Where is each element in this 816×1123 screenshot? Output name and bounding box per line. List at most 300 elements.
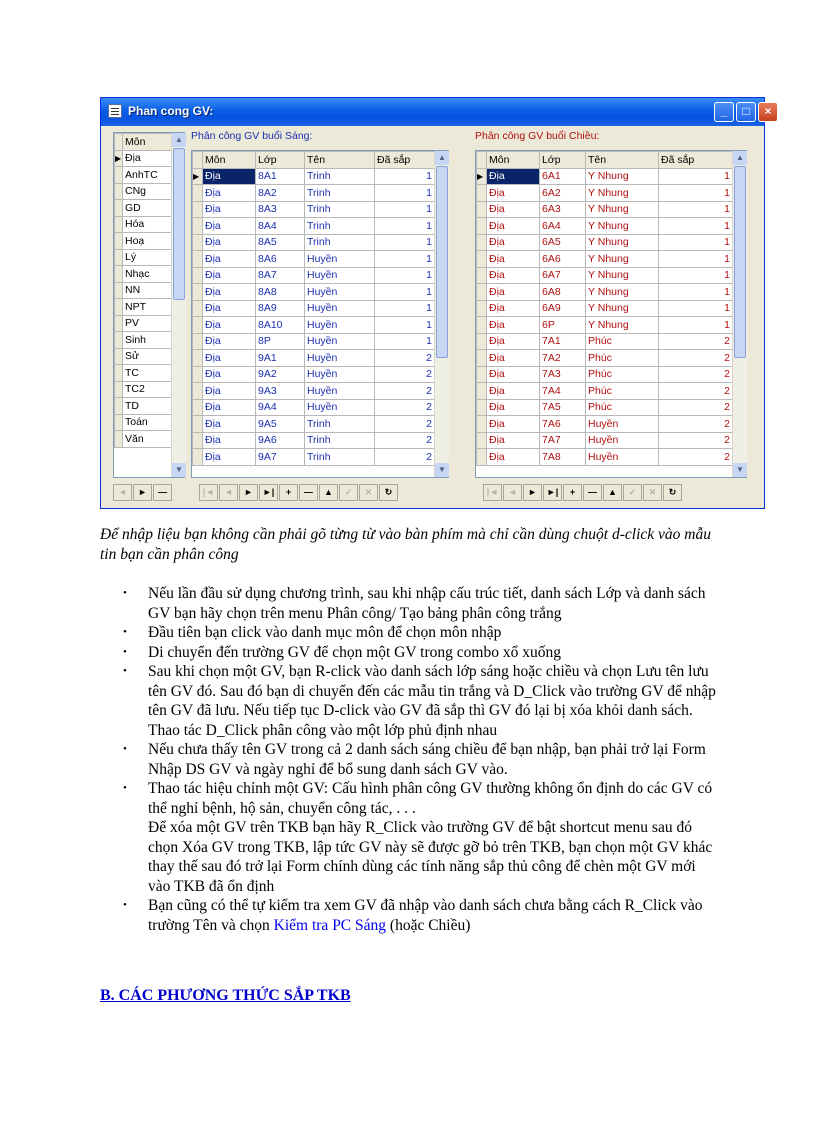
table-cell[interactable]: Địa — [487, 234, 540, 251]
table-cell[interactable]: Địa — [203, 350, 256, 367]
row-selector[interactable] — [477, 416, 487, 433]
nav-button[interactable]: ► — [523, 484, 542, 501]
table-cell[interactable]: Địa — [203, 300, 256, 317]
table-cell[interactable]: Huyền — [305, 399, 375, 416]
table-cell[interactable]: 2 — [659, 399, 733, 416]
row-selector[interactable] — [477, 449, 487, 466]
table-cell[interactable]: Địa — [487, 449, 540, 466]
table-cell[interactable]: 1 — [659, 267, 733, 284]
subject-row[interactable] — [115, 249, 172, 266]
row-selector[interactable] — [477, 350, 487, 367]
row-selector[interactable] — [193, 350, 203, 367]
table-cell[interactable]: Địa — [487, 350, 540, 367]
subject-cell[interactable]: Sử — [123, 348, 172, 365]
row-selector[interactable] — [193, 432, 203, 449]
table-cell[interactable]: Địa — [487, 383, 540, 400]
table-cell[interactable]: Huyền — [305, 366, 375, 383]
subject-cell[interactable]: AnhTC — [123, 167, 172, 184]
table-cell[interactable]: 8A8 — [256, 284, 305, 301]
minimize-button[interactable]: _ — [714, 102, 734, 122]
table-cell[interactable]: 6A6 — [540, 251, 586, 268]
table-row[interactable] — [193, 350, 435, 367]
row-selector[interactable] — [115, 381, 123, 398]
subject-row[interactable] — [115, 183, 172, 200]
table-cell[interactable]: 9A1 — [256, 350, 305, 367]
row-selector[interactable] — [115, 233, 123, 250]
table-cell[interactable]: Địa — [487, 267, 540, 284]
row-selector[interactable] — [193, 449, 203, 466]
table-cell[interactable]: 7A7 — [540, 432, 586, 449]
table-cell[interactable]: 7A2 — [540, 350, 586, 367]
table-cell[interactable]: 7A6 — [540, 416, 586, 433]
table-row[interactable] — [477, 251, 733, 268]
table-cell[interactable]: 6A9 — [540, 300, 586, 317]
table-cell[interactable]: Y Nhung — [586, 168, 659, 185]
table-cell[interactable]: Địa — [487, 399, 540, 416]
table-cell[interactable]: 2 — [659, 383, 733, 400]
table-cell[interactable]: 2 — [375, 449, 435, 466]
table-row[interactable] — [477, 185, 733, 202]
morning-grid[interactable] — [191, 150, 449, 478]
subject-row[interactable] — [115, 398, 172, 415]
row-selector[interactable] — [477, 399, 487, 416]
table-cell[interactable]: Trinh — [305, 416, 375, 433]
table-cell[interactable]: Phúc — [586, 333, 659, 350]
nav-button[interactable]: — — [583, 484, 602, 501]
table-cell[interactable]: Địa — [203, 333, 256, 350]
table-cell[interactable]: 1 — [375, 251, 435, 268]
table-cell[interactable]: Huyền — [305, 317, 375, 334]
table-cell[interactable]: 8A5 — [256, 234, 305, 251]
table-cell[interactable]: 1 — [375, 168, 435, 185]
table-cell[interactable]: Địa — [203, 432, 256, 449]
maximize-button[interactable]: □ — [736, 102, 756, 122]
table-cell[interactable]: Địa — [487, 185, 540, 202]
row-selector[interactable] — [115, 348, 123, 365]
table-cell[interactable]: Địa — [487, 201, 540, 218]
row-selector[interactable] — [477, 201, 487, 218]
table-cell[interactable]: 7A8 — [540, 449, 586, 466]
scroll-up-icon[interactable]: ▲ — [172, 133, 186, 147]
row-selector[interactable] — [477, 218, 487, 235]
table-cell[interactable]: 7A4 — [540, 383, 586, 400]
table-cell[interactable]: Địa — [487, 284, 540, 301]
table-row[interactable] — [193, 317, 435, 334]
row-selector[interactable] — [115, 200, 123, 217]
table-cell[interactable]: Địa — [203, 366, 256, 383]
table-cell[interactable]: Địa — [203, 234, 256, 251]
table-cell[interactable]: 6A4 — [540, 218, 586, 235]
scroll-thumb[interactable] — [734, 166, 746, 358]
table-cell[interactable]: Địa — [487, 432, 540, 449]
table-row[interactable] — [477, 234, 733, 251]
table-cell[interactable]: Địa — [487, 218, 540, 235]
table-cell[interactable]: 6A7 — [540, 267, 586, 284]
table-cell[interactable]: 1 — [375, 284, 435, 301]
subject-row[interactable] — [115, 365, 172, 382]
row-selector[interactable] — [193, 416, 203, 433]
nav-button[interactable]: + — [563, 484, 582, 501]
table-row[interactable] — [477, 366, 733, 383]
table-cell[interactable]: Phúc — [586, 350, 659, 367]
table-cell[interactable]: 6A2 — [540, 185, 586, 202]
table-cell[interactable]: Địa — [203, 284, 256, 301]
table-cell[interactable]: 2 — [659, 416, 733, 433]
row-selector[interactable] — [477, 234, 487, 251]
row-selector[interactable] — [477, 267, 487, 284]
table-cell[interactable]: 2 — [375, 366, 435, 383]
subject-cell[interactable]: Sinh — [123, 332, 172, 349]
table-cell[interactable]: 8A7 — [256, 267, 305, 284]
table-row[interactable] — [477, 399, 733, 416]
row-selector[interactable] — [115, 365, 123, 382]
table-cell[interactable]: 2 — [659, 449, 733, 466]
table-cell[interactable]: 7A5 — [540, 399, 586, 416]
table-cell[interactable]: 1 — [659, 317, 733, 334]
row-selector[interactable] — [193, 267, 203, 284]
row-selector[interactable] — [193, 333, 203, 350]
subject-row[interactable] — [115, 332, 172, 349]
table-row[interactable] — [193, 267, 435, 284]
table-cell[interactable]: Trinh — [305, 234, 375, 251]
table-cell[interactable]: Trinh — [305, 218, 375, 235]
subject-cell[interactable]: Địa — [123, 150, 172, 167]
row-selector[interactable] — [115, 183, 123, 200]
row-selector[interactable] — [477, 383, 487, 400]
table-cell[interactable]: Địa — [203, 201, 256, 218]
subject-row[interactable] — [115, 150, 172, 167]
table-cell[interactable]: 2 — [375, 350, 435, 367]
table-cell[interactable]: 6P — [540, 317, 586, 334]
table-cell[interactable]: 2 — [375, 383, 435, 400]
table-cell[interactable]: Huyền — [305, 300, 375, 317]
table-cell[interactable]: 1 — [375, 267, 435, 284]
close-button[interactable]: × — [758, 102, 778, 122]
table-cell[interactable]: 9A3 — [256, 383, 305, 400]
column-header[interactable]: Lớp — [256, 152, 305, 169]
row-selector[interactable] — [477, 284, 487, 301]
subject-row[interactable] — [115, 431, 172, 448]
table-cell[interactable]: 1 — [659, 185, 733, 202]
table-row[interactable] — [477, 317, 733, 334]
subject-row[interactable] — [115, 167, 172, 184]
table-row[interactable] — [193, 284, 435, 301]
table-cell[interactable]: Địa — [203, 399, 256, 416]
table-cell[interactable]: 2 — [659, 350, 733, 367]
table-cell[interactable]: 1 — [375, 201, 435, 218]
table-row[interactable] — [477, 284, 733, 301]
column-header[interactable]: Đã sắp — [375, 152, 435, 169]
table-row[interactable] — [477, 333, 733, 350]
table-cell[interactable]: Trinh — [305, 168, 375, 185]
table-cell[interactable]: Huyền — [305, 350, 375, 367]
table-row[interactable] — [193, 449, 435, 466]
table-row[interactable] — [193, 333, 435, 350]
table-cell[interactable]: Y Nhung — [586, 300, 659, 317]
check-pc-link[interactable]: Kiểm tra PC Sáng — [273, 916, 387, 934]
subject-row[interactable] — [115, 200, 172, 217]
table-cell[interactable]: Huyền — [305, 267, 375, 284]
table-cell[interactable]: 1 — [375, 234, 435, 251]
table-row[interactable] — [193, 432, 435, 449]
table-cell[interactable]: 9A2 — [256, 366, 305, 383]
subject-cell[interactable]: Nhạc — [123, 266, 172, 283]
subject-cell[interactable]: TC2 — [123, 381, 172, 398]
title-bar[interactable] — [101, 98, 772, 126]
table-row[interactable] — [193, 399, 435, 416]
nav-button[interactable]: ↻ — [663, 484, 682, 501]
subject-cell[interactable]: NN — [123, 282, 172, 299]
scroll-up-icon[interactable]: ▲ — [733, 151, 747, 165]
table-cell[interactable]: Huyền — [586, 449, 659, 466]
table-cell[interactable]: Huyền — [305, 251, 375, 268]
table-row[interactable] — [477, 449, 733, 466]
nav-button[interactable]: ► — [133, 484, 152, 501]
table-row[interactable] — [477, 201, 733, 218]
scroll-thumb[interactable] — [173, 148, 185, 300]
table-cell[interactable]: 1 — [375, 317, 435, 334]
table-cell[interactable]: 2 — [375, 432, 435, 449]
table-cell[interactable]: 6A1 — [540, 168, 586, 185]
column-header[interactable]: Môn — [487, 152, 540, 169]
table-cell[interactable]: 1 — [659, 201, 733, 218]
table-cell[interactable]: 9A6 — [256, 432, 305, 449]
nav-button[interactable]: |◄ — [199, 484, 218, 501]
nav-button[interactable]: — — [299, 484, 318, 501]
table-cell[interactable]: Địa — [203, 449, 256, 466]
nav-button[interactable]: — — [153, 484, 172, 501]
table-cell[interactable]: 1 — [659, 234, 733, 251]
table-cell[interactable]: 1 — [659, 300, 733, 317]
nav-button[interactable]: ▲ — [319, 484, 338, 501]
table-cell[interactable]: 9A7 — [256, 449, 305, 466]
row-selector[interactable] — [115, 216, 123, 233]
subject-cell[interactable]: Hóa — [123, 216, 172, 233]
table-cell[interactable]: 1 — [375, 333, 435, 350]
table-row[interactable] — [477, 168, 733, 185]
table-cell[interactable]: Y Nhung — [586, 234, 659, 251]
table-cell[interactable]: 8P — [256, 333, 305, 350]
subject-row[interactable] — [115, 282, 172, 299]
row-selector[interactable] — [115, 249, 123, 266]
nav-button[interactable]: ✕ — [643, 484, 662, 501]
column-header[interactable]: Môn — [203, 152, 256, 169]
table-cell[interactable]: 6A3 — [540, 201, 586, 218]
table-cell[interactable]: Trinh — [305, 449, 375, 466]
table-cell[interactable]: 8A9 — [256, 300, 305, 317]
subject-row[interactable] — [115, 216, 172, 233]
table-cell[interactable]: 8A1 — [256, 168, 305, 185]
table-row[interactable] — [193, 383, 435, 400]
row-selector[interactable] — [193, 284, 203, 301]
table-cell[interactable]: Địa — [203, 168, 256, 185]
row-selector[interactable] — [115, 315, 123, 332]
morning-scrollbar[interactable] — [434, 151, 449, 477]
table-cell[interactable]: Phúc — [586, 366, 659, 383]
row-selector[interactable] — [193, 399, 203, 416]
row-selector[interactable] — [115, 431, 123, 448]
table-row[interactable] — [193, 218, 435, 235]
row-selector[interactable] — [477, 251, 487, 268]
scroll-down-icon[interactable]: ▼ — [435, 463, 449, 477]
subject-row[interactable] — [115, 266, 172, 283]
table-cell[interactable]: Địa — [203, 267, 256, 284]
subject-row[interactable] — [115, 381, 172, 398]
nav-button[interactable]: ◄ — [113, 484, 132, 501]
table-cell[interactable]: 7A1 — [540, 333, 586, 350]
table-cell[interactable]: Trinh — [305, 185, 375, 202]
row-selector[interactable] — [193, 300, 203, 317]
current-record-icon[interactable]: ▶ — [193, 168, 203, 185]
table-cell[interactable]: Địa — [203, 383, 256, 400]
table-cell[interactable]: 8A3 — [256, 201, 305, 218]
table-cell[interactable]: Địa — [487, 251, 540, 268]
row-selector[interactable] — [193, 234, 203, 251]
nav-button[interactable]: ► — [239, 484, 258, 501]
row-selector[interactable] — [193, 366, 203, 383]
nav-button[interactable]: ◄ — [219, 484, 238, 501]
subject-cell[interactable]: TC — [123, 365, 172, 382]
row-selector[interactable] — [477, 333, 487, 350]
subject-row[interactable] — [115, 315, 172, 332]
table-cell[interactable]: Y Nhung — [586, 267, 659, 284]
row-selector[interactable] — [115, 299, 123, 316]
table-cell[interactable]: Địa — [203, 317, 256, 334]
subject-cell[interactable]: Văn — [123, 431, 172, 448]
scroll-thumb[interactable] — [436, 166, 448, 358]
row-selector[interactable] — [477, 432, 487, 449]
table-cell[interactable]: 8A6 — [256, 251, 305, 268]
row-selector[interactable] — [477, 366, 487, 383]
table-cell[interactable]: Địa — [487, 416, 540, 433]
table-cell[interactable]: Địa — [487, 300, 540, 317]
row-selector[interactable] — [115, 332, 123, 349]
row-selector[interactable] — [115, 414, 123, 431]
table-cell[interactable]: Y Nhung — [586, 185, 659, 202]
subject-cell[interactable]: NPT — [123, 299, 172, 316]
table-cell[interactable]: 9A5 — [256, 416, 305, 433]
table-cell[interactable]: Huyền — [305, 333, 375, 350]
table-cell[interactable]: Địa — [203, 218, 256, 235]
subject-cell[interactable]: TD — [123, 398, 172, 415]
subject-cell[interactable]: CNg — [123, 183, 172, 200]
table-cell[interactable]: Địa — [203, 185, 256, 202]
column-header[interactable]: Lớp — [540, 152, 586, 169]
subject-cell[interactable]: PV — [123, 315, 172, 332]
table-cell[interactable]: 8A10 — [256, 317, 305, 334]
table-cell[interactable]: Địa — [203, 251, 256, 268]
table-cell[interactable]: Y Nhung — [586, 284, 659, 301]
row-selector[interactable] — [115, 398, 123, 415]
scroll-down-icon[interactable]: ▼ — [733, 463, 747, 477]
table-cell[interactable]: Huyền — [305, 383, 375, 400]
table-cell[interactable]: 1 — [659, 218, 733, 235]
scroll-up-icon[interactable]: ▲ — [435, 151, 449, 165]
nav-button[interactable]: ✓ — [339, 484, 358, 501]
table-row[interactable] — [193, 300, 435, 317]
table-cell[interactable]: 6A5 — [540, 234, 586, 251]
subject-cell[interactable]: GD — [123, 200, 172, 217]
table-cell[interactable]: 7A3 — [540, 366, 586, 383]
nav-button[interactable]: |◄ — [483, 484, 502, 501]
table-cell[interactable]: Địa — [487, 366, 540, 383]
row-selector[interactable] — [477, 185, 487, 202]
table-row[interactable] — [477, 300, 733, 317]
nav-button[interactable]: ►| — [259, 484, 278, 501]
table-cell[interactable]: 1 — [659, 284, 733, 301]
table-row[interactable] — [477, 267, 733, 284]
row-selector[interactable] — [115, 167, 123, 184]
table-cell[interactable]: Địa — [487, 317, 540, 334]
table-row[interactable] — [477, 416, 733, 433]
table-cell[interactable]: 2 — [375, 416, 435, 433]
table-cell[interactable]: Địa — [203, 416, 256, 433]
table-row[interactable] — [193, 416, 435, 433]
table-cell[interactable]: 1 — [659, 251, 733, 268]
table-cell[interactable]: Phúc — [586, 383, 659, 400]
table-cell[interactable]: 2 — [659, 333, 733, 350]
row-selector[interactable] — [193, 218, 203, 235]
current-record-icon[interactable]: ▶ — [477, 168, 487, 185]
table-row[interactable] — [477, 383, 733, 400]
subject-scrollbar[interactable] — [171, 133, 186, 477]
column-header[interactable]: Tên — [305, 152, 375, 169]
subject-row[interactable] — [115, 299, 172, 316]
table-cell[interactable]: 1 — [659, 168, 733, 185]
row-selector[interactable] — [115, 282, 123, 299]
nav-button[interactable]: ►| — [543, 484, 562, 501]
table-row[interactable] — [193, 251, 435, 268]
table-cell[interactable]: Trinh — [305, 432, 375, 449]
subject-row[interactable] — [115, 414, 172, 431]
subject-cell[interactable]: Toán — [123, 414, 172, 431]
table-cell[interactable]: Phúc — [586, 399, 659, 416]
column-header[interactable]: Đã sắp — [659, 152, 733, 169]
nav-button[interactable]: ↻ — [379, 484, 398, 501]
table-row[interactable] — [477, 218, 733, 235]
row-selector[interactable] — [193, 383, 203, 400]
scroll-down-icon[interactable]: ▼ — [172, 463, 186, 477]
table-cell[interactable]: Y Nhung — [586, 201, 659, 218]
subject-cell[interactable]: Hoạ — [123, 233, 172, 250]
subject-list[interactable] — [113, 132, 185, 478]
current-record-icon[interactable]: ▶ — [115, 150, 123, 167]
table-cell[interactable]: Địa — [487, 168, 540, 185]
section-heading[interactable]: B. CÁC PHƯƠNG THỨC SẮP TKB — [100, 987, 351, 1004]
table-row[interactable] — [193, 201, 435, 218]
subject-cell[interactable]: Lý — [123, 249, 172, 266]
row-selector[interactable] — [115, 266, 123, 283]
table-cell[interactable]: 1 — [375, 218, 435, 235]
table-row[interactable] — [477, 432, 733, 449]
subject-row[interactable] — [115, 233, 172, 250]
table-cell[interactable]: Địa — [487, 333, 540, 350]
table-cell[interactable]: 8A2 — [256, 185, 305, 202]
subject-row[interactable] — [115, 348, 172, 365]
row-selector[interactable] — [477, 317, 487, 334]
nav-button[interactable]: ✕ — [359, 484, 378, 501]
nav-button[interactable]: ▲ — [603, 484, 622, 501]
table-cell[interactable]: 6A8 — [540, 284, 586, 301]
row-selector[interactable] — [193, 185, 203, 202]
table-row[interactable] — [477, 350, 733, 367]
table-cell[interactable]: 9A4 — [256, 399, 305, 416]
table-cell[interactable]: 2 — [659, 432, 733, 449]
subject-column-header[interactable]: Môn — [123, 134, 172, 151]
table-cell[interactable]: Y Nhung — [586, 251, 659, 268]
table-cell[interactable]: Huyền — [586, 432, 659, 449]
table-cell[interactable]: Y Nhung — [586, 317, 659, 334]
